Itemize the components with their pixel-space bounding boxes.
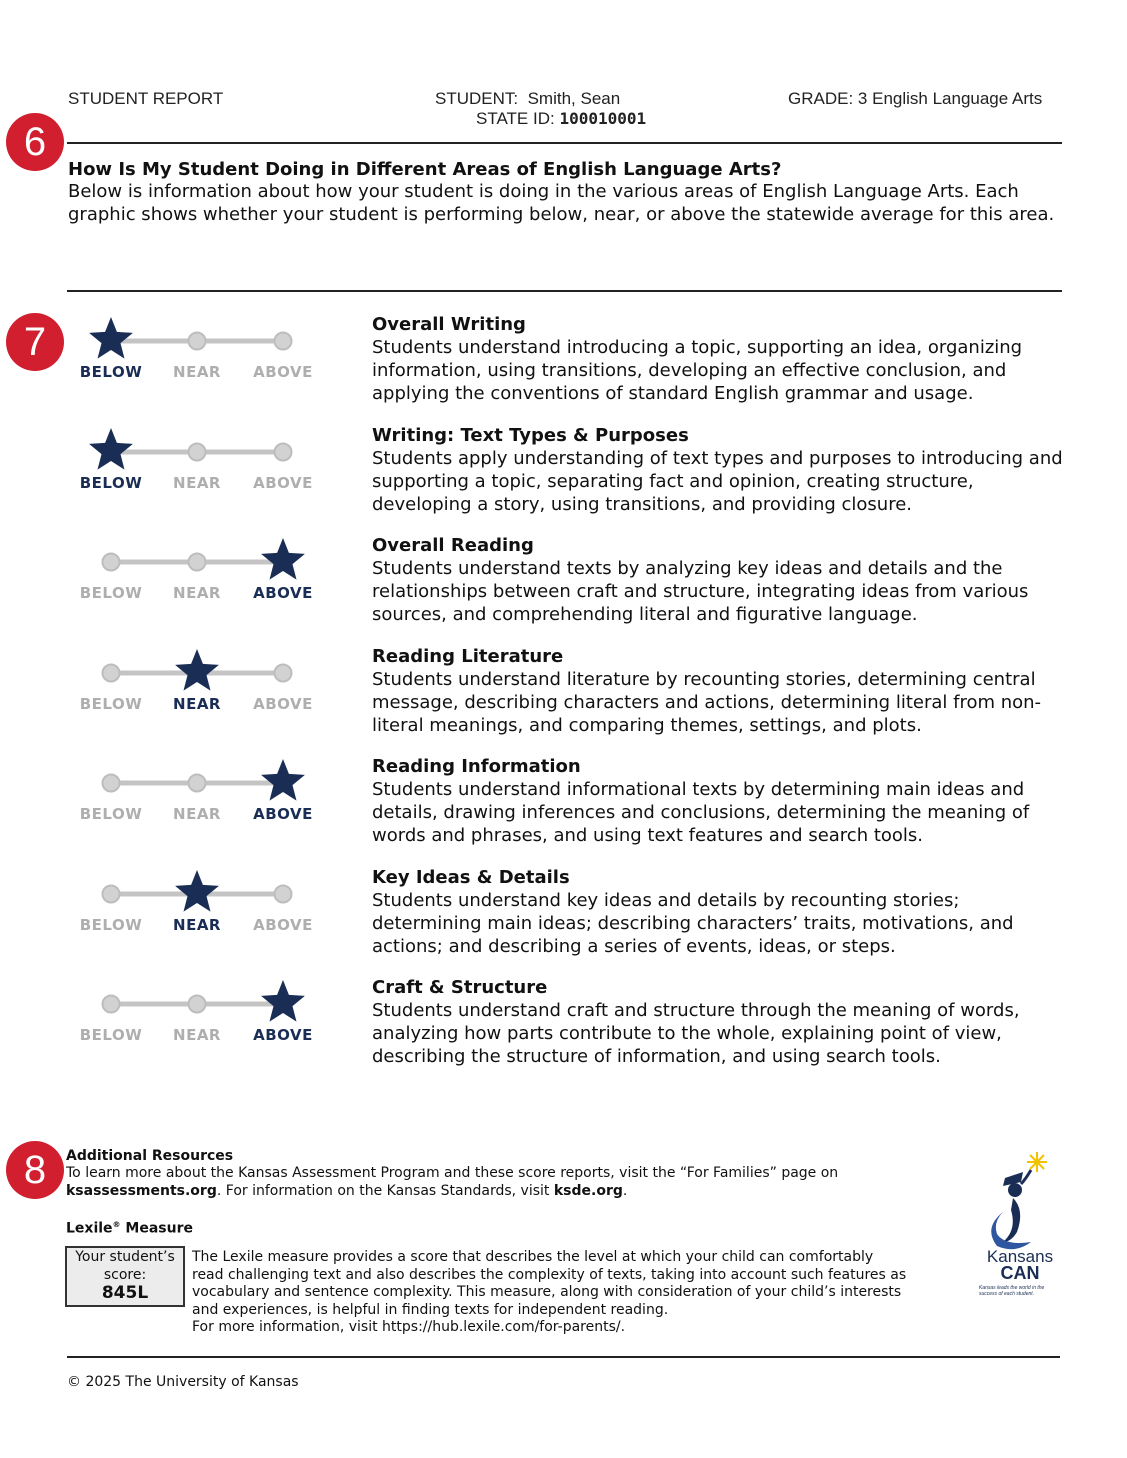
resources-title: Additional Resources [66, 1148, 234, 1164]
meter-graphic [74, 536, 334, 586]
section-badge-7: 7 [6, 313, 64, 371]
meter-node [189, 775, 206, 792]
meter-graphic [74, 426, 334, 476]
area-overall-reading [372, 534, 1072, 626]
intro-title: How Is My Student Doing in Different Areas of English Language Arts? [68, 159, 782, 180]
meter-label-above: ABOVE [253, 805, 313, 823]
level-star-icon [261, 980, 305, 1022]
ksde-link[interactable]: ksde.org [553, 1183, 623, 1199]
meter-node [103, 996, 120, 1013]
performance-meter-writing-text-types-purposes [74, 426, 334, 502]
lexile-title-suffix: Measure [120, 1220, 193, 1237]
lexile-description [192, 1249, 962, 1337]
intro-body: Below is information about how your student is doing in the various areas of English Language Arts. Each graphic shows whether your student is performing below, near, or above the statewide average for this area. [68, 181, 1055, 225]
area-description: Students understand literature by recounting stories, determining central message, describing characters and actions, determining literal from non-literal meanings, and comparing themes, settings, and plots. [372, 669, 1042, 736]
additional-resources [66, 1148, 946, 1200]
performance-meter-reading-literature [74, 647, 334, 723]
resources-line2 [66, 1182, 946, 1200]
area-writing-text-types-purposes [372, 424, 1072, 516]
lexile-box-line1: Your student’s [75, 1249, 175, 1265]
meter-node [275, 444, 292, 461]
meter-label-below: BELOW [79, 805, 143, 823]
meter-node [189, 996, 206, 1013]
grade-label: GRADE: [788, 89, 854, 108]
meter-node [275, 886, 292, 903]
student-info [435, 89, 620, 109]
level-star-icon [175, 649, 219, 691]
meter-node [103, 886, 120, 903]
copyright: © 2025 The University of Kansas [67, 1374, 299, 1390]
area-overall-writing [372, 313, 1072, 405]
meter-label-above: ABOVE [253, 363, 313, 381]
lexile-box-line2: score: [103, 1267, 147, 1283]
lexile-title-text: Lexile [66, 1220, 113, 1237]
area-description: Students apply understanding of text types and purposes to introducing and supporting a topic, separating fact and opinion, creating structure, developing a story, using transitions, and providing closure. [372, 448, 1063, 515]
logo-can: CAN [1000, 1263, 1040, 1283]
area-key-ideas-details [372, 866, 1072, 958]
meter-label-below: BELOW [79, 1026, 143, 1044]
meter-node [189, 554, 206, 571]
performance-meter-craft-structure [74, 978, 334, 1054]
area-reading-information [372, 755, 1072, 847]
grade-value: 3 English Language Arts [857, 89, 1043, 108]
area-description: Students understand texts by analyzing key ideas and details and the relationships between craft and structure, integrating ideas from various sources, and comprehending literal and figurative language. [372, 558, 1029, 625]
lexile-title [66, 1220, 193, 1237]
state-id-label: STATE ID: [476, 109, 555, 128]
intro-divider [67, 290, 1062, 292]
resources-mid: . For information on the Kansas Standards, visit [216, 1183, 554, 1199]
meter-graphic [74, 647, 334, 697]
meter-graphic [74, 978, 334, 1028]
lexile-desc-line: For more information, visit https://hub.lexile.com/for-parents/. [192, 1319, 626, 1335]
kansans-can-logo [975, 1150, 1065, 1305]
meter-node [189, 444, 206, 461]
meter-label-above: ABOVE [253, 1026, 313, 1044]
area-craft-structure [372, 976, 1072, 1068]
area-description: Students understand informational texts by determining main ideas and details, drawing inferences and conclusions, determining the meaning of words and phrases, and using text features and search tools. [372, 779, 1030, 846]
performance-meter-overall-reading [74, 536, 334, 612]
section-badge-6: 6 [6, 113, 64, 171]
area-description: Students understand craft and structure through the meaning of words, analyzing how parts contribute to the whole, explaining point of view, describing the structure of information, and using search tools. [372, 1000, 1020, 1067]
lexile-desc-line: vocabulary and sentence complexity. This measure, along with consideration of your child’s interests [192, 1284, 902, 1300]
resources-line1: To learn more about the Kansas Assessment Program and these score reports, visit the “For Families” page on [66, 1165, 839, 1181]
meter-label-below: BELOW [79, 916, 143, 934]
grade-info [788, 89, 1042, 109]
meter-graphic [74, 868, 334, 918]
kansans-can-figure-icon [975, 1150, 1065, 1255]
meter-label-near: NEAR [173, 474, 221, 492]
meter-label-near: NEAR [173, 363, 221, 381]
level-star-icon [261, 759, 305, 801]
meter-node [103, 665, 120, 682]
area-description: Students understand key ideas and details by recounting stories; determining main ideas; describing characters’ traits, motivations, and actions; and describing a series of events, ideas, or steps. [372, 890, 1014, 957]
level-star-icon [261, 538, 305, 580]
area-title: Craft & Structure [372, 977, 548, 998]
lexile-reg: ® [112, 1220, 121, 1229]
meter-label-below: BELOW [79, 363, 143, 381]
meter-label-above: ABOVE [253, 474, 313, 492]
logo-kansans: Kansans [986, 1247, 1054, 1266]
meter-label-near: NEAR [173, 1026, 221, 1044]
lexile-score-box [65, 1246, 185, 1307]
resources-end: . [622, 1183, 628, 1199]
logo-tagline: Kansas leads the world in the success of each student. [979, 1285, 1045, 1297]
meter-label-near: NEAR [173, 916, 221, 934]
meter-graphic [74, 315, 334, 365]
lexile-desc-line: read challenging text and also describes the complexity of texts, taking into account such features as [192, 1266, 907, 1283]
area-title: Overall Writing [372, 314, 526, 335]
area-title: Overall Reading [372, 535, 534, 556]
meter-label-above: ABOVE [253, 584, 313, 602]
meter-label-below: BELOW [79, 584, 143, 602]
meter-label-above: ABOVE [253, 695, 313, 713]
meter-label-near: NEAR [173, 805, 221, 823]
intro-section [68, 159, 1068, 226]
performance-meter-key-ideas-details [74, 868, 334, 944]
area-description: Students understand introducing a topic, supporting an idea, organizing information, using transitions, developing an effective conclusion, and applying the conventions of standard English grammar and usage. [372, 337, 1023, 404]
student-label: STUDENT: [435, 89, 519, 108]
level-star-icon [175, 870, 219, 912]
area-title: Key Ideas & Details [372, 867, 570, 888]
area-reading-literature [372, 645, 1072, 737]
state-id-value: 100010001 [559, 109, 647, 128]
meter-label-near: NEAR [173, 584, 221, 602]
meter-node [189, 333, 206, 350]
meter-label-above: ABOVE [253, 916, 313, 934]
state-id [476, 109, 646, 129]
student-name: Smith, Sean [527, 89, 621, 108]
meter-node [275, 333, 292, 350]
performance-meter-reading-information [74, 757, 334, 833]
meter-node [275, 665, 292, 682]
area-title: Reading Information [372, 756, 581, 777]
lexile-desc-line: The Lexile measure provides a score that describes the level at which your child can comfortably [192, 1249, 874, 1265]
lexile-score: 845L [101, 1283, 149, 1303]
footer-divider [67, 1356, 1060, 1358]
meter-label-below: BELOW [79, 695, 143, 713]
area-title: Writing: Text Types & Purposes [372, 425, 689, 446]
area-title: Reading Literature [372, 646, 564, 667]
level-star-icon [89, 317, 133, 359]
header-divider [67, 142, 1062, 144]
meter-node [103, 554, 120, 571]
section-badge-8: 8 [6, 1141, 64, 1199]
meter-node [103, 775, 120, 792]
level-star-icon [89, 428, 133, 470]
report-label: STUDENT REPORT [68, 89, 224, 108]
performance-meter-overall-writing [74, 315, 334, 391]
lexile-desc-line: and experiences, is helpful in finding texts for independent reading. [192, 1301, 669, 1318]
meter-graphic [74, 757, 334, 807]
meter-label-below: BELOW [79, 474, 143, 492]
meter-label-near: NEAR [173, 695, 221, 713]
ksassessments-link[interactable]: ksassessments.org [66, 1183, 217, 1199]
